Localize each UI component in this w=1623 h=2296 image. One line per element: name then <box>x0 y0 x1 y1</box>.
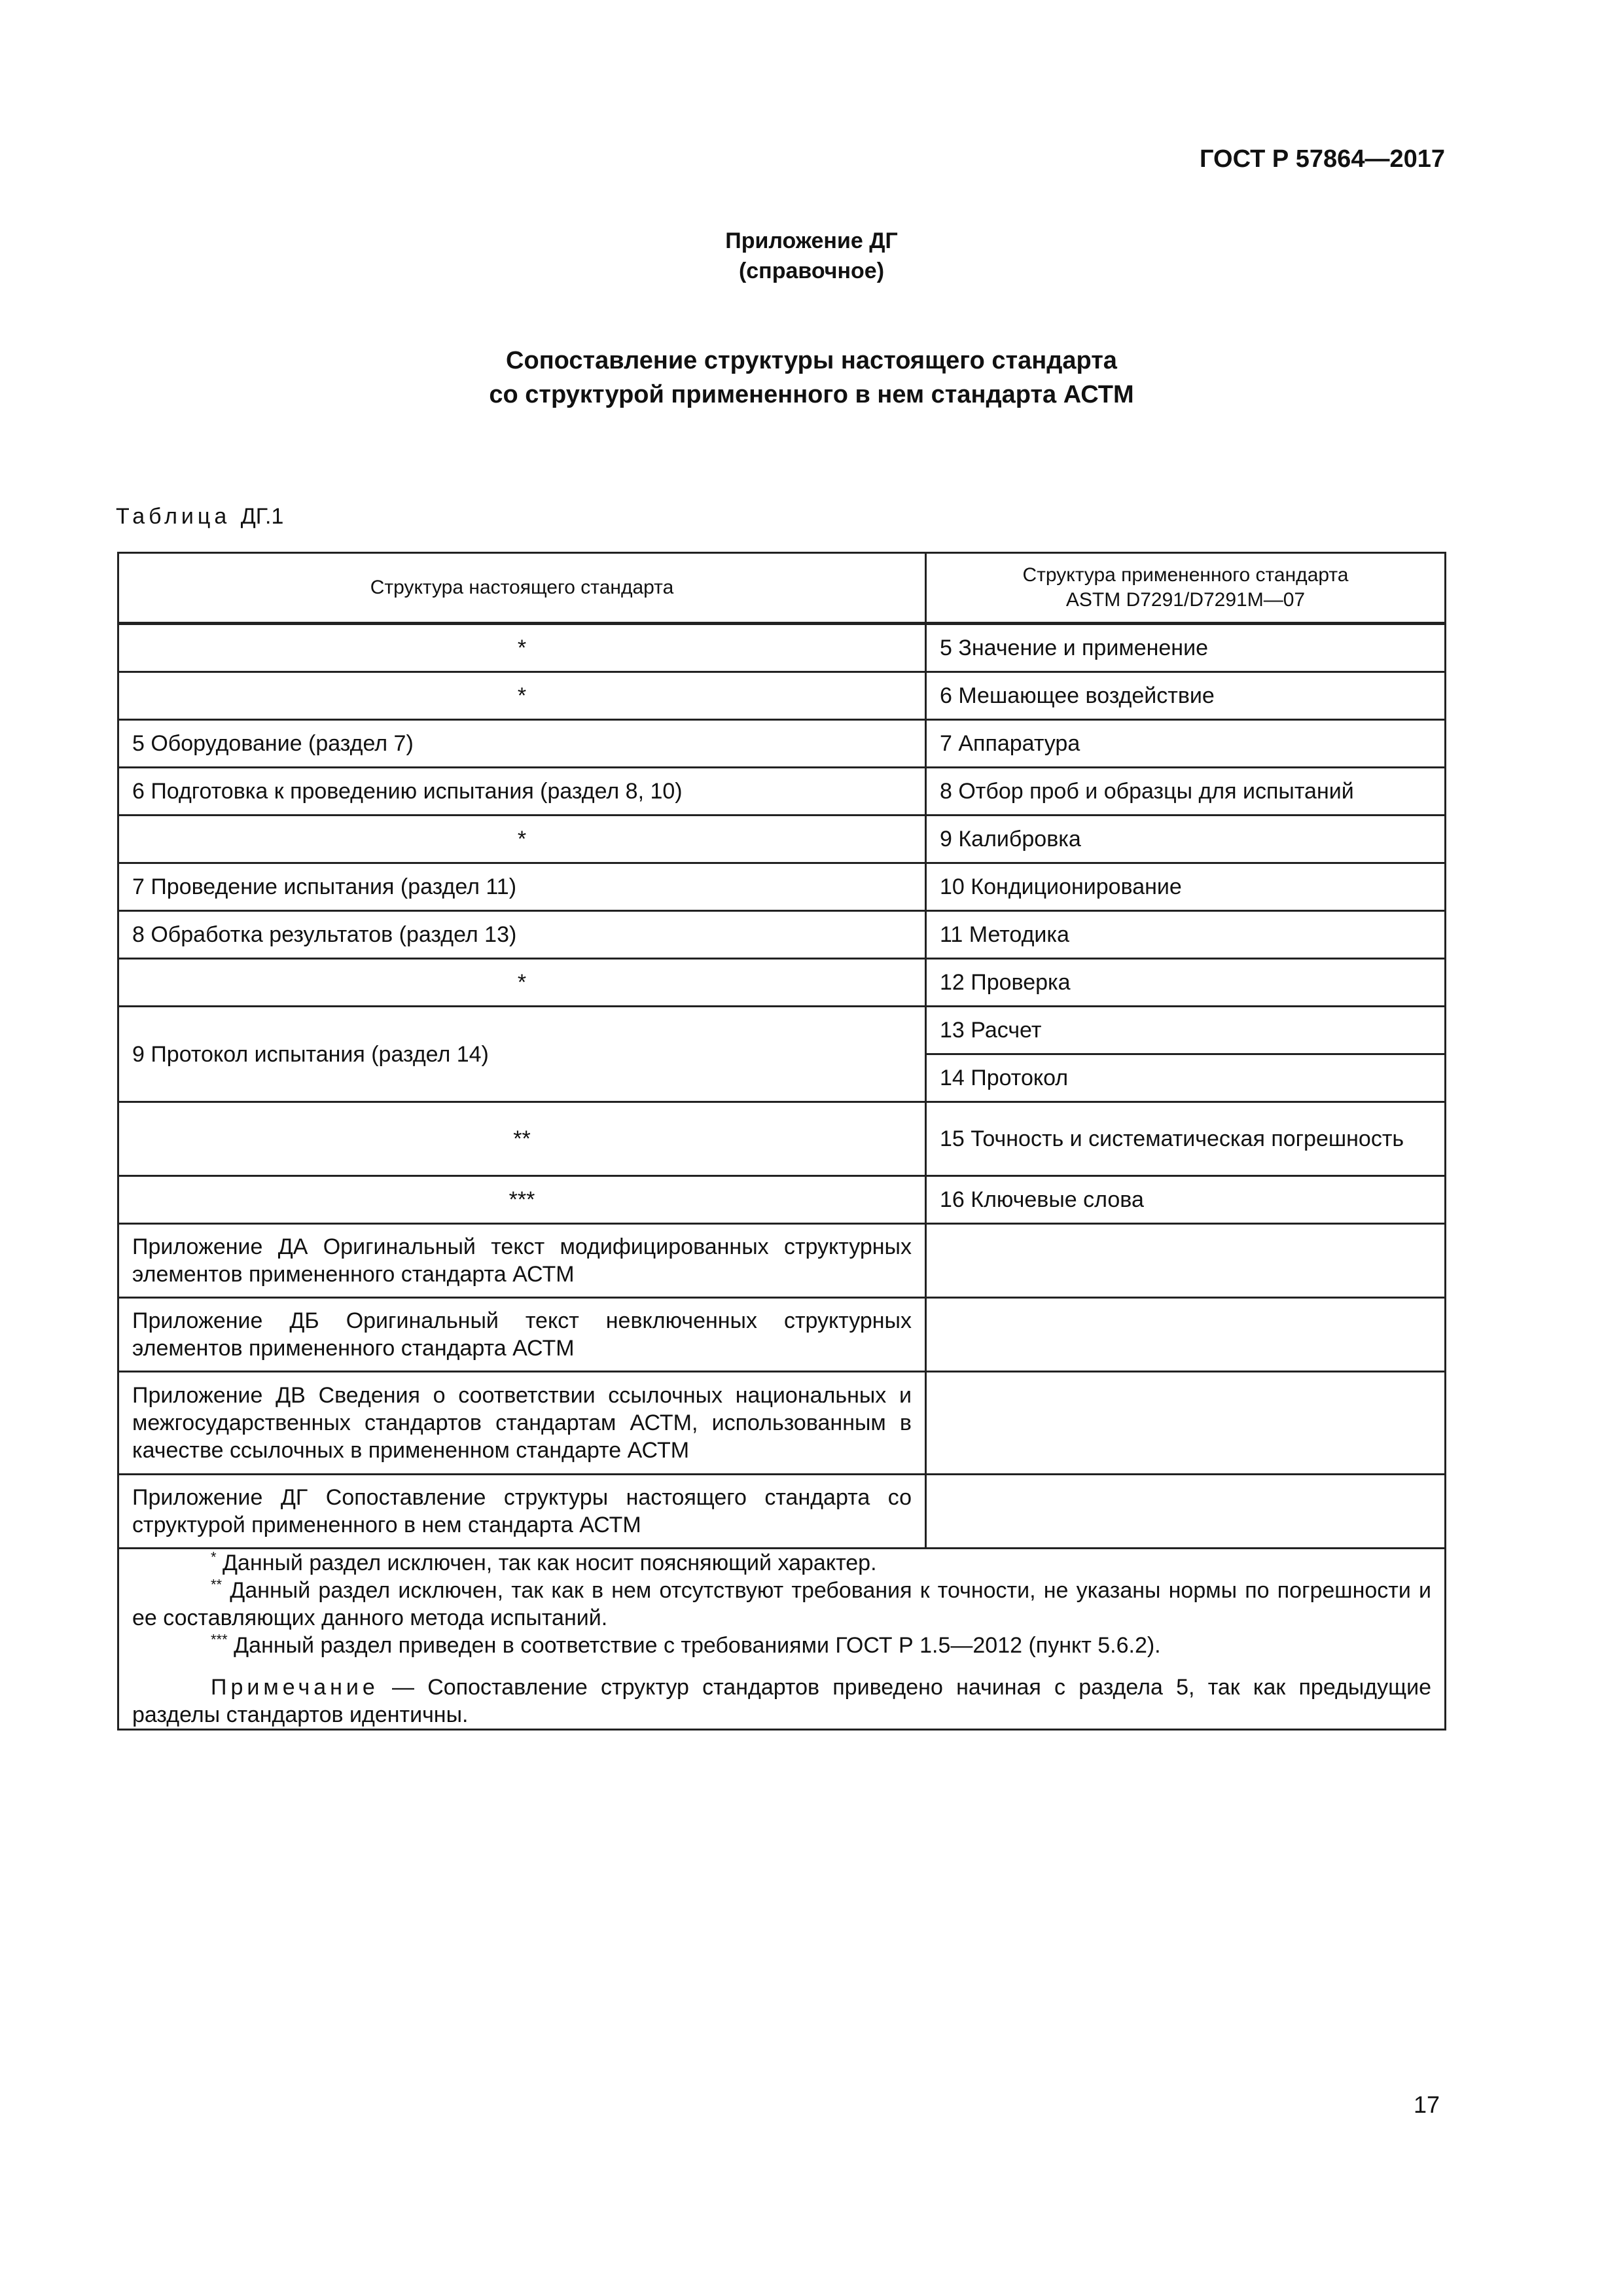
table-row <box>118 1176 1446 1224</box>
table-notes <box>118 1549 1446 1730</box>
table-row <box>118 768 1446 816</box>
table-caption-label: Таблица <box>116 504 231 529</box>
footnote <box>132 1549 1431 1577</box>
title-line-2: со структурой примененного в нем стандарта АСТМ <box>489 381 1134 408</box>
column-header-applied-line-2: ASTM D7291/D7291M—07 <box>1065 589 1306 611</box>
table-cell-applied: 8 Отбор проб и образцы для испытаний <box>926 768 1446 816</box>
table-cell-current: 7 Проведение испытания (раздел 11) <box>118 863 926 911</box>
table-cell-applied <box>926 1475 1446 1549</box>
table-cell-applied <box>926 1372 1446 1475</box>
table-cell-applied: 13 Расчет <box>926 1007 1446 1054</box>
table-cell-current: * <box>118 816 926 863</box>
table-caption-number: ДГ.1 <box>240 504 284 529</box>
title-line-1: Сопоставление структуры настоящего стандарта <box>506 347 1117 374</box>
column-header-applied-standard <box>926 553 1446 624</box>
footnote-text: Данный раздел исключен, так как в нем отсутствуют требования к точности, не указаны нормы по погрешности и ее составляющих данного метода испытаний. <box>132 1578 1431 1630</box>
footnote-mark: * <box>211 1549 217 1566</box>
comparison-table <box>117 552 1446 1731</box>
table-caption <box>116 504 283 529</box>
table-cell-current: * <box>118 672 926 720</box>
table-cell-applied <box>926 1298 1446 1372</box>
footnote-mark: *** <box>211 1631 228 1648</box>
footnote-text: Данный раздел приведен в соответствие с требованиями ГОСТ Р 1.5—2012 (пункт 5.6.2). <box>227 1633 1161 1658</box>
table-row <box>118 672 1446 720</box>
table-cell-current: Приложение ДВ Сведения о соответствии ссылочных национальных и межгосударственных стандартов стандартам АСТМ, использованным в качестве ссылочных в примененном стандарте АСТМ <box>118 1372 926 1475</box>
note-label: Примечание <box>211 1675 379 1700</box>
table-cell-applied: 5 Значение и применение <box>926 624 1446 672</box>
note-text: — Сопоставление структур стандартов приведено начиная с раздела 5, так как предыдущие разделы стандартов идентичны. <box>132 1675 1431 1727</box>
table-cell-current: Приложение ДГ Сопоставление структуры настоящего стандарта со структурой примененного в нем стандарта АСТМ <box>118 1475 926 1549</box>
table-notes-row <box>118 1549 1446 1730</box>
annex-heading <box>0 226 1623 286</box>
document-number: ГОСТ Р 57864—2017 <box>1200 145 1445 173</box>
table-cell-current: Приложение ДБ Оригинальный текст невключенных структурных элементов примененного стандарта АСТМ <box>118 1298 926 1372</box>
table-cell-applied: 16 Ключевые слова <box>926 1176 1446 1224</box>
table-cell-applied: 15 Точность и систематическая погрешность <box>926 1102 1446 1176</box>
column-header-applied-line-1: Структура примененного стандарта <box>1022 564 1349 586</box>
table-cell-current: * <box>118 959 926 1007</box>
table-note <box>132 1674 1431 1729</box>
table-row <box>118 720 1446 768</box>
table-cell-current: ** <box>118 1102 926 1176</box>
table-cell-applied: 7 Аппаратура <box>926 720 1446 768</box>
table-cell-applied: 12 Проверка <box>926 959 1446 1007</box>
table-row <box>118 1102 1446 1176</box>
table-row <box>118 1007 1446 1054</box>
table-cell-current: 8 Обработка результатов (раздел 13) <box>118 911 926 959</box>
footnote <box>132 1577 1431 1632</box>
table-header-row <box>118 553 1446 624</box>
page-number: 17 <box>1413 2091 1440 2118</box>
table-row <box>118 624 1446 672</box>
table-row <box>118 1372 1446 1475</box>
table-row <box>118 959 1446 1007</box>
table-row <box>118 1475 1446 1549</box>
footnote-text: Данный раздел исключен, так как носит поясняющий характер. <box>216 1551 877 1575</box>
table-row <box>118 1224 1446 1298</box>
table-cell-current: 9 Протокол испытания (раздел 14) <box>118 1007 926 1102</box>
table-cell-current: 6 Подготовка к проведению испытания (раздел 8, 10) <box>118 768 926 816</box>
annex-type: (справочное) <box>738 259 885 283</box>
table-cell-applied <box>926 1224 1446 1298</box>
table-cell-current: Приложение ДА Оригинальный текст модифицированных структурных элементов примененного стандарта АСТМ <box>118 1224 926 1298</box>
table-cell-applied: 6 Мешающее воздействие <box>926 672 1446 720</box>
table-cell-applied: 10 Кондиционирование <box>926 863 1446 911</box>
table-cell-applied: 9 Калибровка <box>926 816 1446 863</box>
table-row <box>118 816 1446 863</box>
table-cell-current: 5 Оборудование (раздел 7) <box>118 720 926 768</box>
column-header-current-standard: Структура настоящего стандарта <box>118 553 926 624</box>
footnote-mark: ** <box>211 1576 223 1593</box>
page-title <box>0 344 1623 412</box>
table-row <box>118 1298 1446 1372</box>
table-row <box>118 863 1446 911</box>
footnote <box>132 1632 1431 1659</box>
annex-label: Приложение ДГ <box>725 228 898 253</box>
table-cell-applied: 11 Методика <box>926 911 1446 959</box>
table-cell-applied: 14 Протокол <box>926 1054 1446 1102</box>
table-row <box>118 911 1446 959</box>
table-cell-current: * <box>118 624 926 672</box>
table-cell-current: *** <box>118 1176 926 1224</box>
